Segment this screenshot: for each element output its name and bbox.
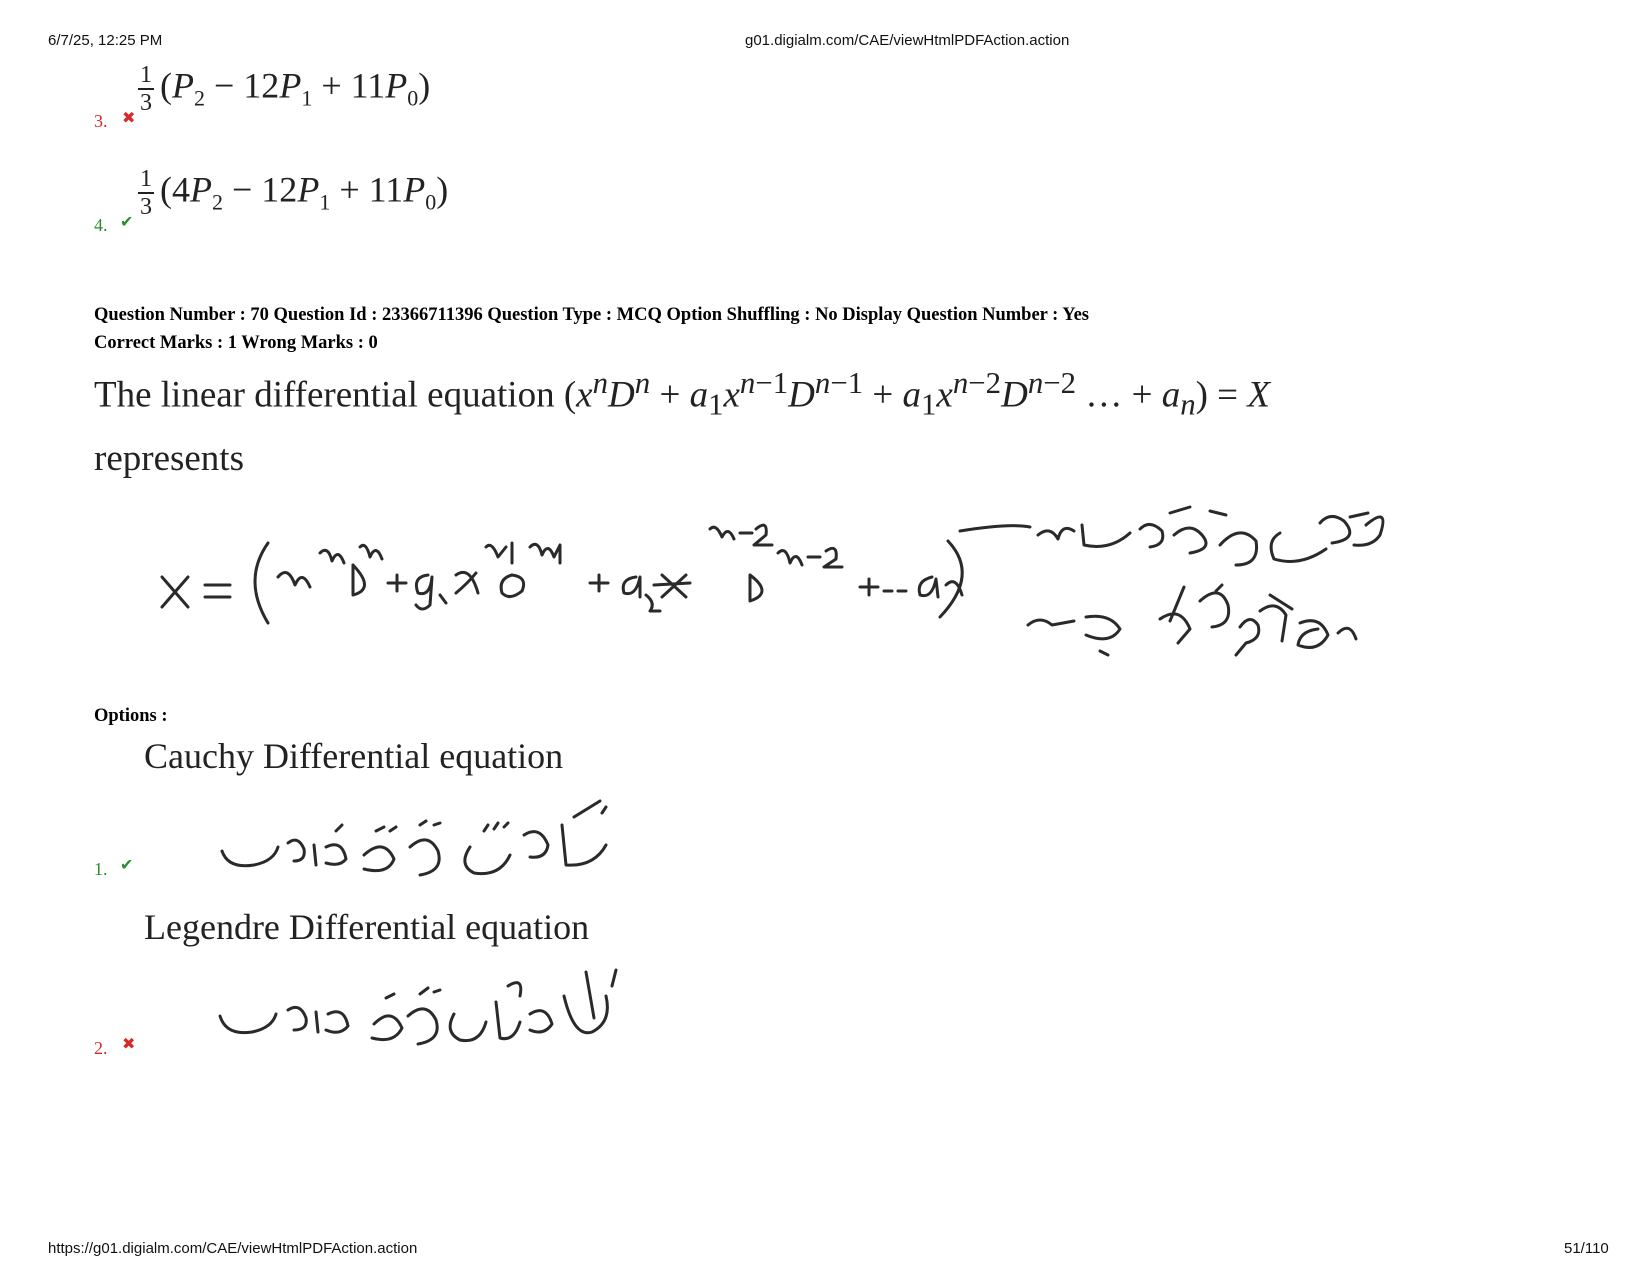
question-meta: Question Number : 70 Question Id : 23366711396 Question Type : MCQ Option Shuffling : No Display Question Number : Yes bbox=[94, 305, 1089, 325]
urdu-line-1: خطی تفرقی مساوات bbox=[1030, 565, 1039, 566]
option-formula: $\frac{1}{3}$ $(4P_2 - 12P_1 + 11P_0)$ bbox=[140, 166, 449, 220]
print-header-url: g01.digialm.com/CAE/viewHtmlPDFAction.action bbox=[745, 32, 1070, 49]
option-urdu-text: لیجنڈری تفرقی مساوات bbox=[214, 966, 224, 967]
handwritten-translation bbox=[150, 505, 1450, 680]
option-number: 1. bbox=[94, 859, 108, 879]
question-text-prefix: The linear differential equation bbox=[94, 374, 555, 416]
option-english-text: Cauchy Differential equation bbox=[144, 736, 564, 776]
options-label: Options : bbox=[94, 706, 168, 726]
option-number: 2. bbox=[94, 1038, 108, 1058]
option-urdu-handwriting bbox=[214, 966, 654, 1056]
option-number: 3. bbox=[94, 111, 108, 131]
option-2 bbox=[94, 906, 714, 1056]
page-number: 51/110 bbox=[1564, 1240, 1609, 1257]
correct-icon: ✔ bbox=[120, 214, 134, 231]
print-footer-url: https://g01.digialm.com/CAE/viewHtmlPDFAction.action bbox=[48, 1240, 418, 1257]
question-text: The linear differential equation ($x^nD^n + a_1x^{n-1}D^{n-1} + a_1x^{n-2}D^{n-2}$ … + $a_n) = X$ bbox=[94, 366, 1270, 422]
print-datetime: 6/7/25, 12:25 PM bbox=[48, 32, 163, 49]
correct-icon: ✔ bbox=[120, 857, 134, 874]
option-1 bbox=[94, 735, 694, 885]
option-urdu-handwriting bbox=[214, 795, 634, 880]
wrong-icon: ✖ bbox=[122, 1036, 136, 1053]
option-urdu-text: کوشی تفرقی مساوات bbox=[214, 795, 224, 796]
question-text-suffix: represents bbox=[94, 438, 244, 479]
wrong-icon: ✖ bbox=[122, 110, 136, 127]
option-formula: $\frac{1}{3}$ $(P_2 - 12P_1 + 11P_0)$ bbox=[140, 62, 431, 116]
handwritten-equation-image bbox=[150, 505, 1450, 680]
option-number: 4. bbox=[94, 215, 108, 235]
marks-meta: Correct Marks : 1 Wrong Marks : 0 bbox=[94, 333, 378, 353]
option-english-text: Legendre Differential equation bbox=[144, 907, 590, 947]
urdu-line-2: واضع کرتی ہے bbox=[1030, 655, 1037, 656]
